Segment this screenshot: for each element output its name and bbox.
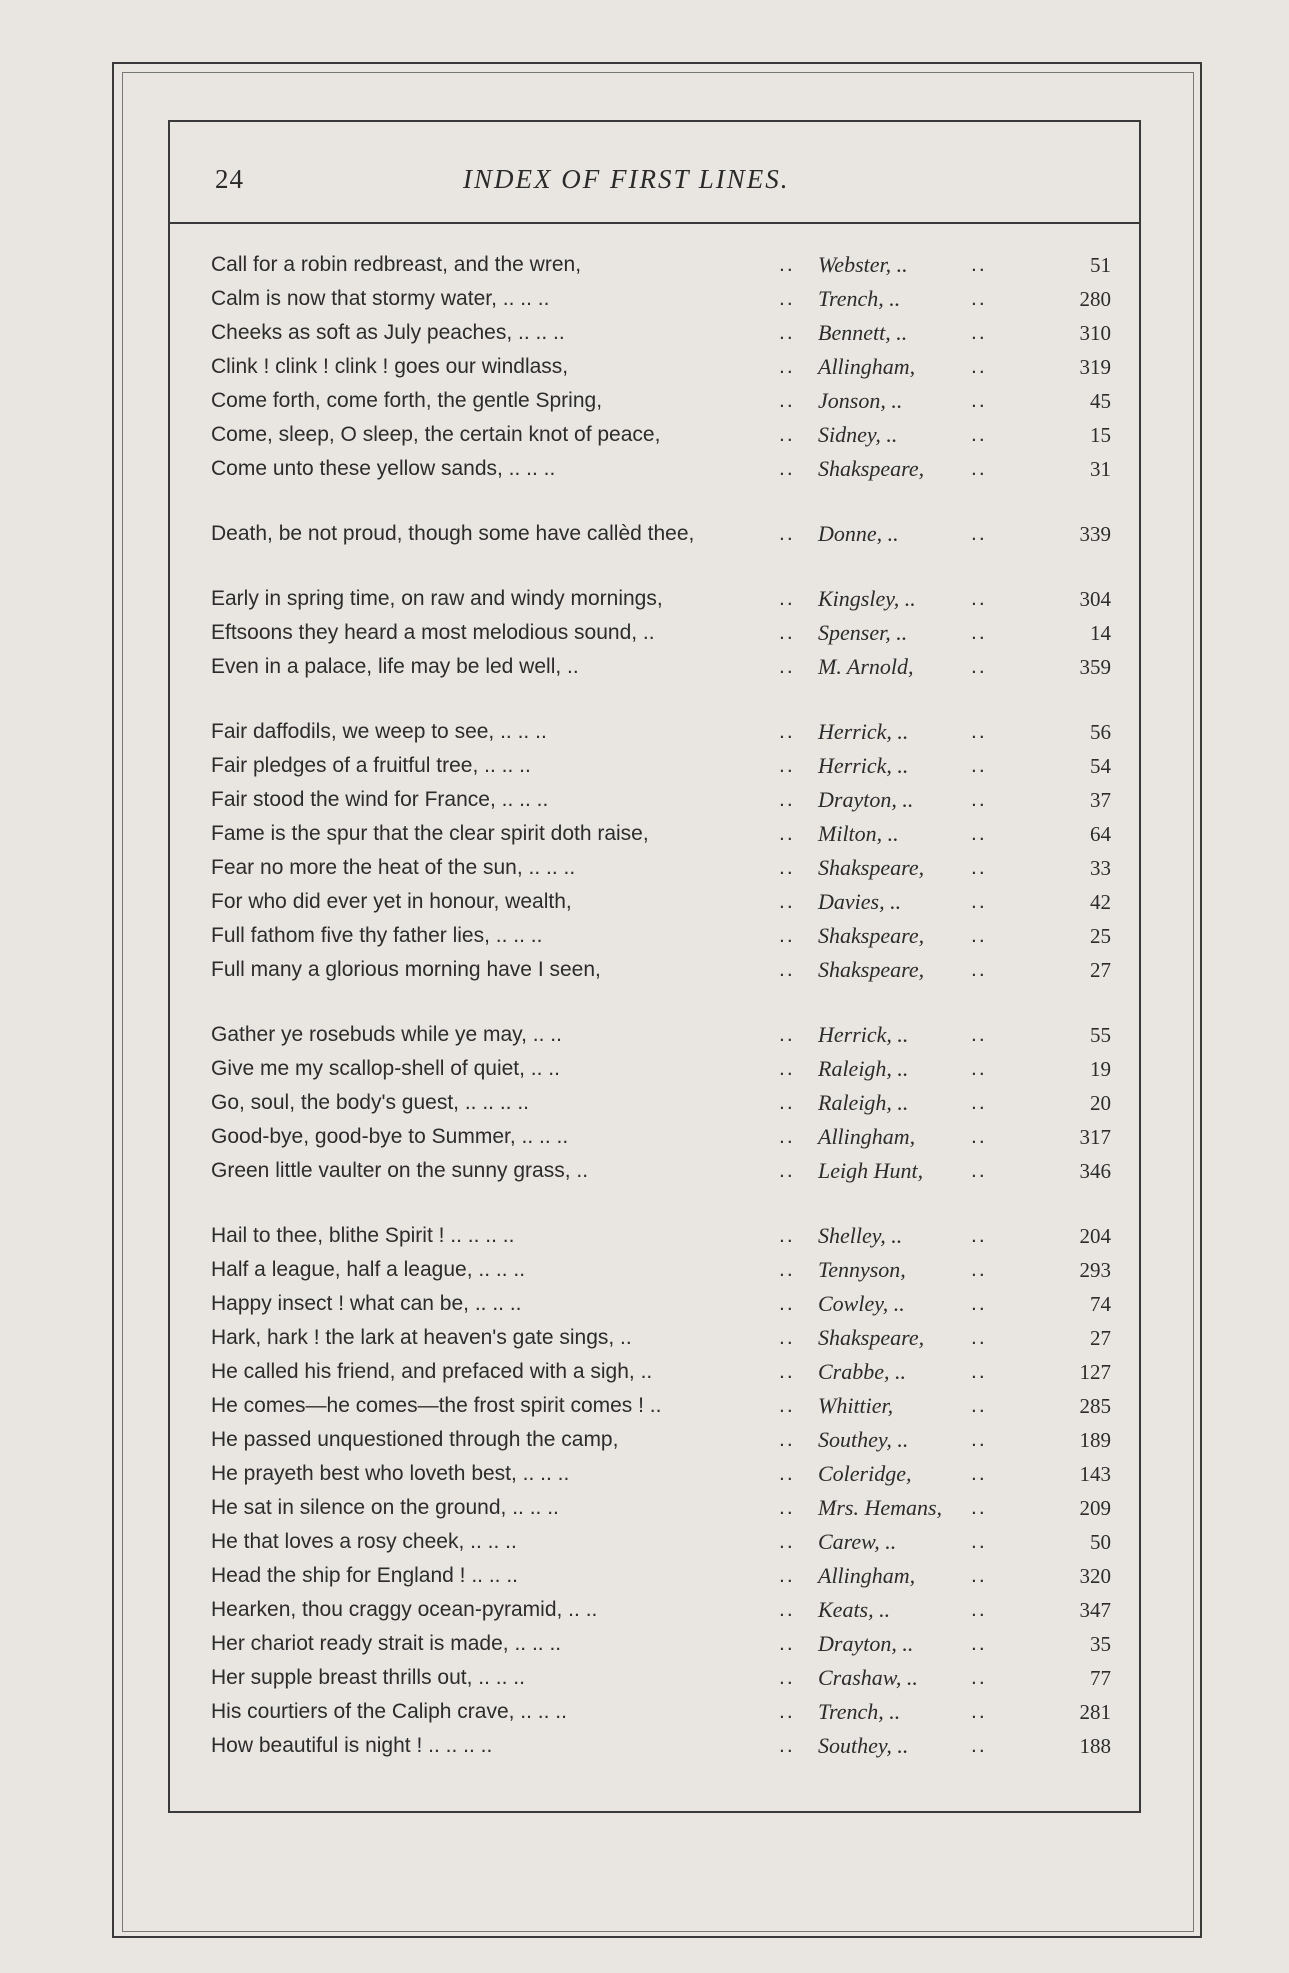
first-line-text: He that loves a rosy cheek, .. .. .. [211, 1530, 517, 1553]
first-line-text: Hearken, thou craggy ocean-pyramid, .. .. [211, 1598, 598, 1621]
leader-dots: .. [779, 457, 795, 480]
page-reference: 74 [1090, 1292, 1111, 1316]
author-name: Allingham, [818, 1563, 916, 1588]
leader-dots: .. [971, 655, 987, 678]
leader-dots: .. [779, 1326, 795, 1349]
index-entry [211, 282, 1111, 316]
page-reference: 56 [1090, 720, 1111, 744]
first-line-text: How beautiful is night ! .. .. .. .. [211, 1734, 493, 1757]
index-entry [211, 919, 1111, 953]
first-line-text: Fair stood the wind for France, .. .. .. [211, 788, 549, 811]
index-entry [211, 1559, 1111, 1593]
leader-dots: .. [779, 287, 795, 310]
page-reference: 319 [1079, 355, 1111, 379]
first-line-text: Even in a palace, life may be led well, .. [211, 655, 579, 678]
first-line-text: Her chariot ready strait is made, .. .. .. [211, 1632, 562, 1655]
page-reference: 42 [1090, 890, 1111, 914]
leader-dots: .. [971, 720, 987, 743]
author-name: Shakspeare, [818, 957, 925, 982]
page-reference: 127 [1079, 1360, 1111, 1384]
index-group [211, 582, 1111, 684]
page-reference: 15 [1090, 423, 1111, 447]
author-name: Herrick, .. [818, 753, 909, 778]
leader-dots: .. [779, 1394, 795, 1417]
leader-dots: .. [971, 1292, 987, 1315]
leader-dots: .. [779, 1530, 795, 1553]
author-name: Allingham, [818, 1124, 916, 1149]
index-entry [211, 1154, 1111, 1188]
leader-dots: .. [971, 1360, 987, 1383]
leader-dots: .. [971, 1258, 987, 1281]
leader-dots: .. [971, 856, 987, 879]
author-name: Herrick, .. [818, 1022, 909, 1047]
first-line-text: He sat in silence on the ground, .. .. .. [211, 1496, 559, 1519]
page-title: INDEX OF FIRST LINES. [463, 164, 790, 194]
leader-dots: .. [779, 389, 795, 412]
first-line-text: His courtiers of the Caliph crave, .. .. .. [211, 1700, 567, 1723]
index-entry [211, 749, 1111, 783]
author-name: Milton, .. [818, 821, 899, 846]
first-line-text: Death, be not proud, though some have callèd thee, [211, 522, 695, 545]
page-reference: 37 [1090, 788, 1111, 812]
author-name: Bennett, .. [818, 320, 908, 345]
leader-dots: .. [971, 1666, 987, 1689]
page-header [168, 120, 1141, 224]
first-line-text: Come unto these yellow sands, .. .. .. [211, 457, 556, 480]
leader-dots: .. [779, 1057, 795, 1080]
leader-dots: .. [971, 788, 987, 811]
leader-dots: .. [779, 788, 795, 811]
author-name: Herrick, .. [818, 719, 909, 744]
leader-dots: .. [971, 1394, 987, 1417]
index-entry [211, 953, 1111, 987]
leader-dots: .. [779, 1700, 795, 1723]
first-line-text: Good-bye, good-bye to Summer, .. .. .. [211, 1125, 569, 1148]
page-reference: 35 [1090, 1632, 1111, 1656]
leader-dots: .. [779, 1258, 795, 1281]
leader-dots: .. [971, 822, 987, 845]
index-entry [211, 1086, 1111, 1120]
leader-dots: .. [971, 1224, 987, 1247]
index-entry [211, 783, 1111, 817]
page-reference: 33 [1090, 856, 1111, 880]
author-name: Southey, .. [818, 1733, 909, 1758]
index-entry [211, 452, 1111, 486]
author-name: Tennyson, [818, 1257, 906, 1282]
author-name: Southey, .. [818, 1427, 909, 1452]
first-line-text: Half a league, half a league, .. .. .. [211, 1258, 526, 1281]
page-reference: 25 [1090, 924, 1111, 948]
index-entry [211, 316, 1111, 350]
page-reference: 359 [1079, 655, 1111, 679]
leader-dots: .. [971, 1530, 987, 1553]
first-line-text: Cheeks as soft as July peaches, .. .. .. [211, 321, 565, 344]
index-entry [211, 885, 1111, 919]
author-name: Leigh Hunt, [818, 1158, 924, 1183]
index-entry [211, 582, 1111, 616]
leader-dots: .. [779, 1666, 795, 1689]
first-line-text: Hail to thee, blithe Spirit ! .. .. .. .. [211, 1224, 515, 1247]
author-name: Trench, .. [818, 1699, 901, 1724]
page-reference: 188 [1079, 1734, 1111, 1758]
leader-dots: .. [779, 1159, 795, 1182]
author-name: Trench, .. [818, 286, 901, 311]
page-reference: 285 [1079, 1394, 1111, 1418]
page-reference: 347 [1079, 1598, 1111, 1622]
index-entry [211, 851, 1111, 885]
page-number: 24 [215, 164, 244, 194]
first-line-text: He called his friend, and prefaced with a sigh, .. [211, 1360, 653, 1383]
author-name: Keats, .. [818, 1597, 891, 1622]
leader-dots: .. [779, 621, 795, 644]
first-line-text: Calm is now that stormy water, .. .. .. [211, 287, 550, 310]
leader-dots: .. [971, 1462, 987, 1485]
index-entry [211, 1018, 1111, 1052]
index-entries [211, 248, 1111, 1794]
index-entry [211, 1287, 1111, 1321]
page-reference: 293 [1079, 1258, 1111, 1282]
leader-dots: .. [779, 587, 795, 610]
leader-dots: .. [971, 253, 987, 276]
index-entry [211, 1253, 1111, 1287]
leader-dots: .. [779, 253, 795, 276]
leader-dots: .. [779, 1091, 795, 1114]
leader-dots: .. [971, 457, 987, 480]
page-reference: 77 [1090, 1666, 1111, 1690]
author-name: Raleigh, .. [818, 1090, 909, 1115]
page-reference: 209 [1079, 1496, 1111, 1520]
index-entry [211, 1457, 1111, 1491]
page-reference: 346 [1079, 1159, 1111, 1183]
leader-dots: .. [971, 1125, 987, 1148]
leader-dots: .. [779, 1734, 795, 1757]
author-name: Spenser, .. [818, 620, 908, 645]
page-reference: 280 [1079, 287, 1111, 311]
leader-dots: .. [971, 355, 987, 378]
leader-dots: .. [779, 1564, 795, 1587]
leader-dots: .. [971, 1428, 987, 1451]
leader-dots: .. [971, 423, 987, 446]
leader-dots: .. [971, 1091, 987, 1114]
leader-dots: .. [779, 754, 795, 777]
author-name: Mrs. Hemans, [818, 1495, 943, 1520]
author-name: Drayton, .. [818, 1631, 914, 1656]
first-line-text: Full many a glorious morning have I seen, [211, 958, 601, 981]
leader-dots: .. [971, 958, 987, 981]
index-entry [211, 1389, 1111, 1423]
leader-dots: .. [779, 1292, 795, 1315]
leader-dots: .. [779, 655, 795, 678]
author-name: Coleridge, [818, 1461, 912, 1486]
first-line-text: Eftsoons they heard a most melodious sound, .. [211, 621, 655, 644]
first-line-text: Hark, hark ! the lark at heaven's gate sings, .. [211, 1326, 632, 1349]
first-line-text: He comes—he comes—the frost spirit comes ! .. [211, 1394, 662, 1417]
author-name: Shakspeare, [818, 855, 925, 880]
leader-dots: .. [971, 287, 987, 310]
first-line-text: Give me my scallop-shell of quiet, .. .. [211, 1057, 560, 1080]
leader-dots: .. [779, 321, 795, 344]
first-line-text: For who did ever yet in honour, wealth, [211, 890, 572, 913]
author-name: Shakspeare, [818, 1325, 925, 1350]
author-name: Donne, .. [818, 521, 899, 546]
leader-dots: .. [971, 1734, 987, 1757]
leader-dots: .. [971, 621, 987, 644]
first-line-text: Fame is the spur that the clear spirit doth raise, [211, 822, 649, 845]
leader-dots: .. [971, 1700, 987, 1723]
leader-dots: .. [971, 890, 987, 913]
author-name: Webster, .. [818, 252, 908, 277]
index-entry [211, 248, 1111, 282]
page-reference: 317 [1079, 1125, 1111, 1149]
author-name: Carew, .. [818, 1529, 897, 1554]
author-name: Davies, .. [818, 889, 902, 914]
index-entry [211, 1695, 1111, 1729]
index-entry [211, 1593, 1111, 1627]
leader-dots: .. [779, 355, 795, 378]
leader-dots: .. [779, 522, 795, 545]
leader-dots: .. [971, 522, 987, 545]
leader-dots: .. [779, 423, 795, 446]
page-reference: 27 [1090, 958, 1111, 982]
leader-dots: .. [971, 754, 987, 777]
page-reference: 64 [1090, 822, 1111, 846]
leader-dots: .. [971, 321, 987, 344]
leader-dots: .. [779, 1125, 795, 1148]
first-line-text: He prayeth best who loveth best, .. .. .. [211, 1462, 570, 1485]
index-entry [211, 350, 1111, 384]
leader-dots: .. [971, 924, 987, 947]
page-reference: 281 [1079, 1700, 1111, 1724]
index-entry [211, 1491, 1111, 1525]
index-group [211, 517, 1111, 551]
index-group [211, 1018, 1111, 1188]
leader-dots: .. [971, 1159, 987, 1182]
leader-dots: .. [971, 389, 987, 412]
leader-dots: .. [779, 1023, 795, 1046]
first-line-text: Green little vaulter on the sunny grass, .. [211, 1159, 589, 1182]
first-line-text: Come forth, come forth, the gentle Spring, [211, 389, 603, 412]
index-entry [211, 1052, 1111, 1086]
leader-dots: .. [779, 924, 795, 947]
first-line-text: Fear no more the heat of the sun, .. .. .. [211, 856, 576, 879]
leader-dots: .. [779, 1428, 795, 1451]
index-entry [211, 1219, 1111, 1253]
leader-dots: .. [779, 720, 795, 743]
page-reference: 14 [1090, 621, 1111, 645]
page-reference: 31 [1090, 457, 1111, 481]
index-entry [211, 1355, 1111, 1389]
first-line-text: Call for a robin redbreast, and the wren, [211, 253, 582, 276]
leader-dots: .. [779, 1360, 795, 1383]
leader-dots: .. [779, 890, 795, 913]
first-line-text: Fair daffodils, we weep to see, .. .. .. [211, 720, 547, 743]
index-entry [211, 1321, 1111, 1355]
author-name: Shakspeare, [818, 456, 925, 481]
first-line-text: Go, soul, the body's guest, .. .. .. .. [211, 1091, 530, 1114]
first-line-text: Head the ship for England ! .. .. .. [211, 1564, 519, 1587]
page-reference: 339 [1079, 522, 1111, 546]
leader-dots: .. [971, 1023, 987, 1046]
page-reference: 320 [1079, 1564, 1111, 1588]
page-reference: 20 [1090, 1091, 1111, 1115]
page-reference: 189 [1079, 1428, 1111, 1452]
page-reference: 304 [1079, 587, 1111, 611]
first-line-text: He passed unquestioned through the camp, [211, 1428, 619, 1451]
first-line-text: Full fathom five thy father lies, .. .. .. [211, 924, 543, 947]
author-name: Shelley, .. [818, 1223, 903, 1248]
index-entry [211, 715, 1111, 749]
author-name: Crashaw, .. [818, 1665, 918, 1690]
author-name: Whittier, [818, 1393, 894, 1418]
leader-dots: .. [971, 1632, 987, 1655]
author-name: Cowley, .. [818, 1291, 905, 1316]
index-entry [211, 418, 1111, 452]
page-reference: 45 [1090, 389, 1111, 413]
index-entry [211, 1661, 1111, 1695]
first-line-text: Fair pledges of a fruitful tree, .. .. .. [211, 754, 531, 777]
page-reference: 27 [1090, 1326, 1111, 1350]
page-reference: 310 [1079, 321, 1111, 345]
page-reference: 51 [1090, 253, 1111, 277]
page-reference: 55 [1090, 1023, 1111, 1047]
leader-dots: .. [779, 856, 795, 879]
leader-dots: .. [971, 587, 987, 610]
author-name: Crabbe, .. [818, 1359, 906, 1384]
leader-dots: .. [779, 958, 795, 981]
author-name: Shakspeare, [818, 923, 925, 948]
page-reference: 19 [1090, 1057, 1111, 1081]
author-name: M. Arnold, [818, 654, 914, 679]
first-line-text: Gather ye rosebuds while ye may, .. .. [211, 1023, 562, 1046]
author-name: Allingham, [818, 354, 916, 379]
leader-dots: .. [779, 1224, 795, 1247]
index-group [211, 1219, 1111, 1763]
index-entry [211, 384, 1111, 418]
index-entry [211, 1423, 1111, 1457]
leader-dots: .. [971, 1496, 987, 1519]
page-reference: 54 [1090, 754, 1111, 778]
index-entry [211, 616, 1111, 650]
leader-dots: .. [971, 1326, 987, 1349]
first-line-text: Happy insect ! what can be, .. .. .. [211, 1292, 522, 1315]
author-name: Raleigh, .. [818, 1056, 909, 1081]
leader-dots: .. [779, 1496, 795, 1519]
author-name: Sidney, .. [818, 422, 898, 447]
first-line-text: Clink ! clink ! clink ! goes our windlass, [211, 355, 569, 378]
index-group [211, 248, 1111, 486]
index-entry [211, 1525, 1111, 1559]
index-group [211, 715, 1111, 987]
leader-dots: .. [779, 1462, 795, 1485]
author-name: Kingsley, .. [818, 586, 916, 611]
index-entry [211, 1120, 1111, 1154]
index-entry [211, 650, 1111, 684]
leader-dots: .. [779, 1598, 795, 1621]
first-line-text: Early in spring time, on raw and windy mornings, [211, 587, 663, 610]
author-name: Drayton, .. [818, 787, 914, 812]
index-entry [211, 517, 1111, 551]
leader-dots: .. [779, 822, 795, 845]
leader-dots: .. [971, 1057, 987, 1080]
author-name: Jonson, .. [818, 388, 903, 413]
page-reference: 204 [1079, 1224, 1111, 1248]
first-line-text: Her supple breast thrills out, .. .. .. [211, 1666, 525, 1689]
leader-dots: .. [971, 1598, 987, 1621]
index-entry [211, 817, 1111, 851]
page-reference: 143 [1079, 1462, 1111, 1486]
page-reference: 50 [1090, 1530, 1111, 1554]
index-entry [211, 1627, 1111, 1661]
index-entry [211, 1729, 1111, 1763]
leader-dots: .. [779, 1632, 795, 1655]
first-line-text: Come, sleep, O sleep, the certain knot of peace, [211, 423, 661, 446]
leader-dots: .. [971, 1564, 987, 1587]
